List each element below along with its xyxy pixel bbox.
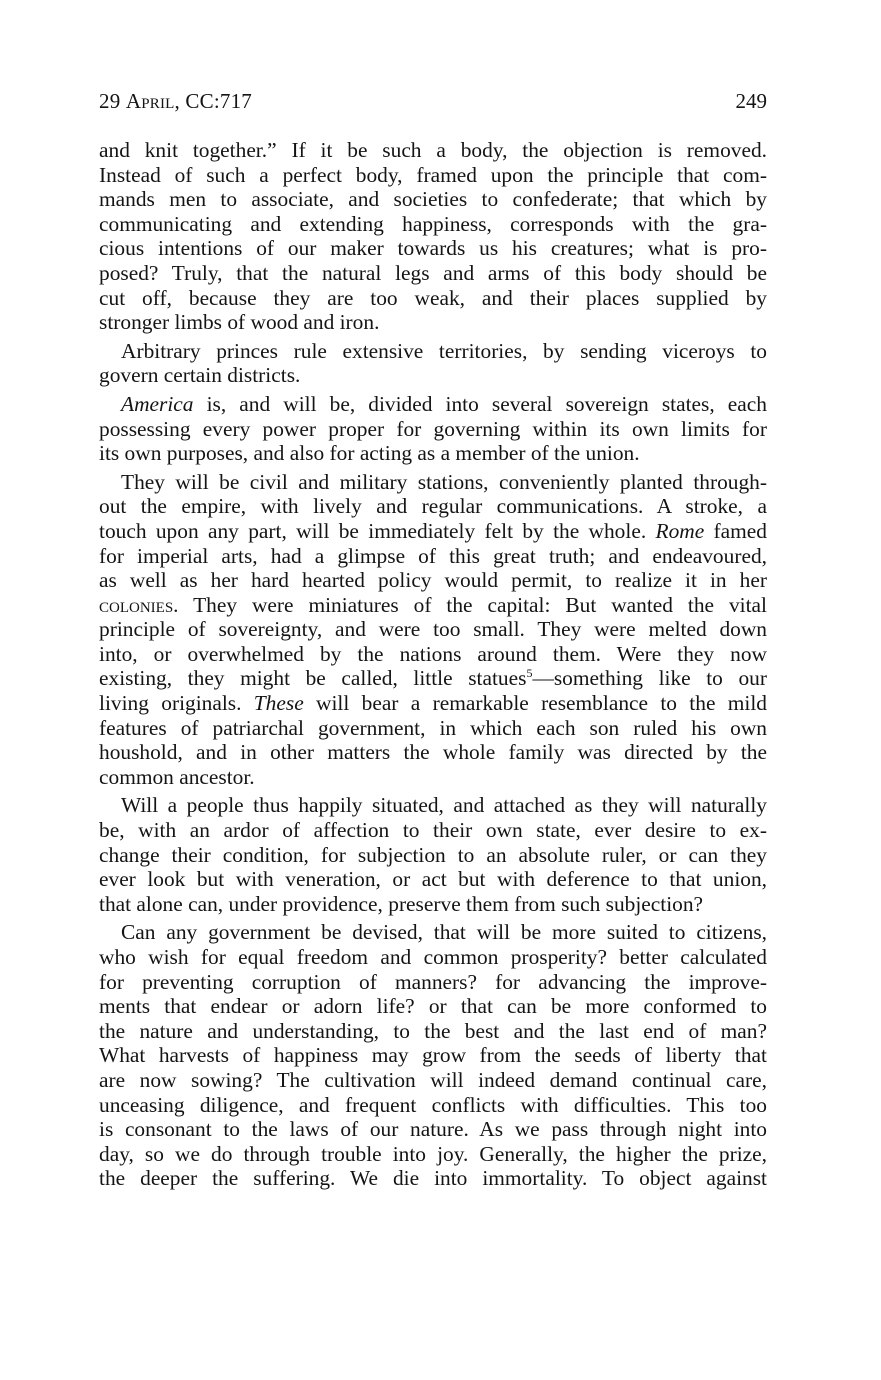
text-line: the deeper the suffering. We die into immortality. To object against xyxy=(99,1166,767,1191)
text-line: are now sowing? The cultivation will indeed demand continual care, xyxy=(99,1067,767,1092)
text-line: change their condition, for subjection to an absolute ruler, or can they xyxy=(99,842,767,867)
text-line: the nature and understanding, to the best and the last end of man? xyxy=(99,1018,767,1043)
text-line: stronger limbs of wood and iron. xyxy=(99,310,380,335)
text-span: . They were miniatures of the capital: But wanted the vital xyxy=(173,592,767,617)
text-span: —something like to our xyxy=(532,666,767,691)
paragraph xyxy=(99,339,767,388)
text-line: features of patriarchal government, in which each son ruled his own xyxy=(99,715,767,740)
text-line: out the empire, with lively and regular communications. A stroke, a xyxy=(99,494,767,519)
text-line: into, or overwhelmed by the nations around them. Were they now xyxy=(99,641,767,666)
text-line: possessing every power proper for governing within its own limits for xyxy=(99,416,767,441)
text-line xyxy=(99,666,767,691)
text-line: day, so we do through trouble into joy. Generally, the higher the prize, xyxy=(99,1141,767,1166)
text-line xyxy=(99,691,767,716)
text-line: Will a people thus happily situated, and attached as they will naturally xyxy=(121,793,767,818)
document-page xyxy=(99,86,767,1195)
text-line: common ancestor. xyxy=(99,764,255,789)
text-line: for imperial arts, had a glimpse of this great truth; and endeavoured, xyxy=(99,543,767,568)
text-line: its own purposes, and also for acting as a member of the union. xyxy=(99,441,640,466)
header-date-reference xyxy=(99,86,252,116)
text-line: govern certain districts. xyxy=(99,363,301,388)
text-line: What harvests of happiness may grow from the seeds of liberty that xyxy=(99,1043,767,1068)
text-line: principle of sovereignty, and were too small. They were melted down xyxy=(99,617,767,642)
text-line: unceasing diligence, and frequent conflicts with difficulties. This too xyxy=(99,1092,767,1117)
text-line: cious intentions of our maker towards us his creatures; what is pro- xyxy=(99,236,767,261)
text-span: touch upon any part, will be immediately felt by the whole. xyxy=(99,518,656,543)
text-span: existing, they might be called, little statues xyxy=(99,666,527,691)
text-line: as well as her hard hearted policy would permit, to realize it in her xyxy=(99,568,767,593)
text-span: will bear a remarkable resemblance to the mild xyxy=(303,691,767,716)
italic-place-name: America xyxy=(121,391,194,416)
text-line: that alone can, under providence, preserve them from such subjection? xyxy=(99,891,704,916)
text-span: is, and will be, divided into several sovereign states, each xyxy=(193,391,767,416)
text-line xyxy=(99,519,767,544)
paragraph xyxy=(99,470,767,790)
text-line: communicating and extending happiness, corresponds with the gra- xyxy=(99,211,767,236)
text-line: cut off, because they are too weak, and their places supplied by xyxy=(99,285,767,310)
text-line: posed? Truly, that the natural legs and arms of this body should be xyxy=(99,260,767,285)
text-span: living originals. xyxy=(99,691,254,716)
paragraph xyxy=(99,392,767,466)
text-line: and knit together.” If it be such a body, the objection is removed. xyxy=(99,138,767,162)
text-line: be, with an ardor of affection to their own state, ever desire to ex- xyxy=(99,818,767,843)
text-line: Can any government be devised, that will be more suited to citizens, xyxy=(121,920,767,945)
running-header xyxy=(99,86,767,116)
smallcaps-term: colonies xyxy=(99,592,174,617)
text-line: Instead of such a perfect body, framed upon the principle that com- xyxy=(99,162,767,187)
text-line: is consonant to the laws of our nature. As we pass through night into xyxy=(99,1117,767,1142)
body-text xyxy=(99,138,767,1191)
text-line: for preventing corruption of manners? for advancing the improve- xyxy=(99,969,767,994)
header-date-day: 29 xyxy=(99,89,126,113)
page-number: 249 xyxy=(735,89,767,113)
text-line: houshold, and in other matters the whole family was directed by the xyxy=(99,740,767,765)
text-line: They will be civil and military stations, conveniently planted through- xyxy=(121,469,767,494)
text-line: who wish for equal freedom and common prosperity? better calculated xyxy=(99,945,767,969)
text-line: Arbitrary princes rule extensive territories, by sending viceroys to xyxy=(121,338,767,363)
text-line: ever look but with veneration, or act but with deference to that union, xyxy=(99,867,767,892)
italic-place-name: Rome xyxy=(655,518,705,543)
text-line xyxy=(99,593,767,618)
text-line: ments that endear or adorn life? or that can be more conformed to xyxy=(99,994,767,1019)
text-line: mands men to associate, and societies to confederate; that which by xyxy=(99,187,767,212)
text-line xyxy=(99,392,767,417)
paragraph xyxy=(99,793,767,916)
header-date-month: April xyxy=(125,89,175,113)
paragraph xyxy=(99,920,767,1191)
text-span: famed xyxy=(704,518,767,543)
paragraph xyxy=(99,138,767,335)
header-reference-code: , CC:717 xyxy=(174,89,252,113)
footnote-marker: 5 xyxy=(526,666,533,681)
italic-emphasis: These xyxy=(253,691,304,716)
